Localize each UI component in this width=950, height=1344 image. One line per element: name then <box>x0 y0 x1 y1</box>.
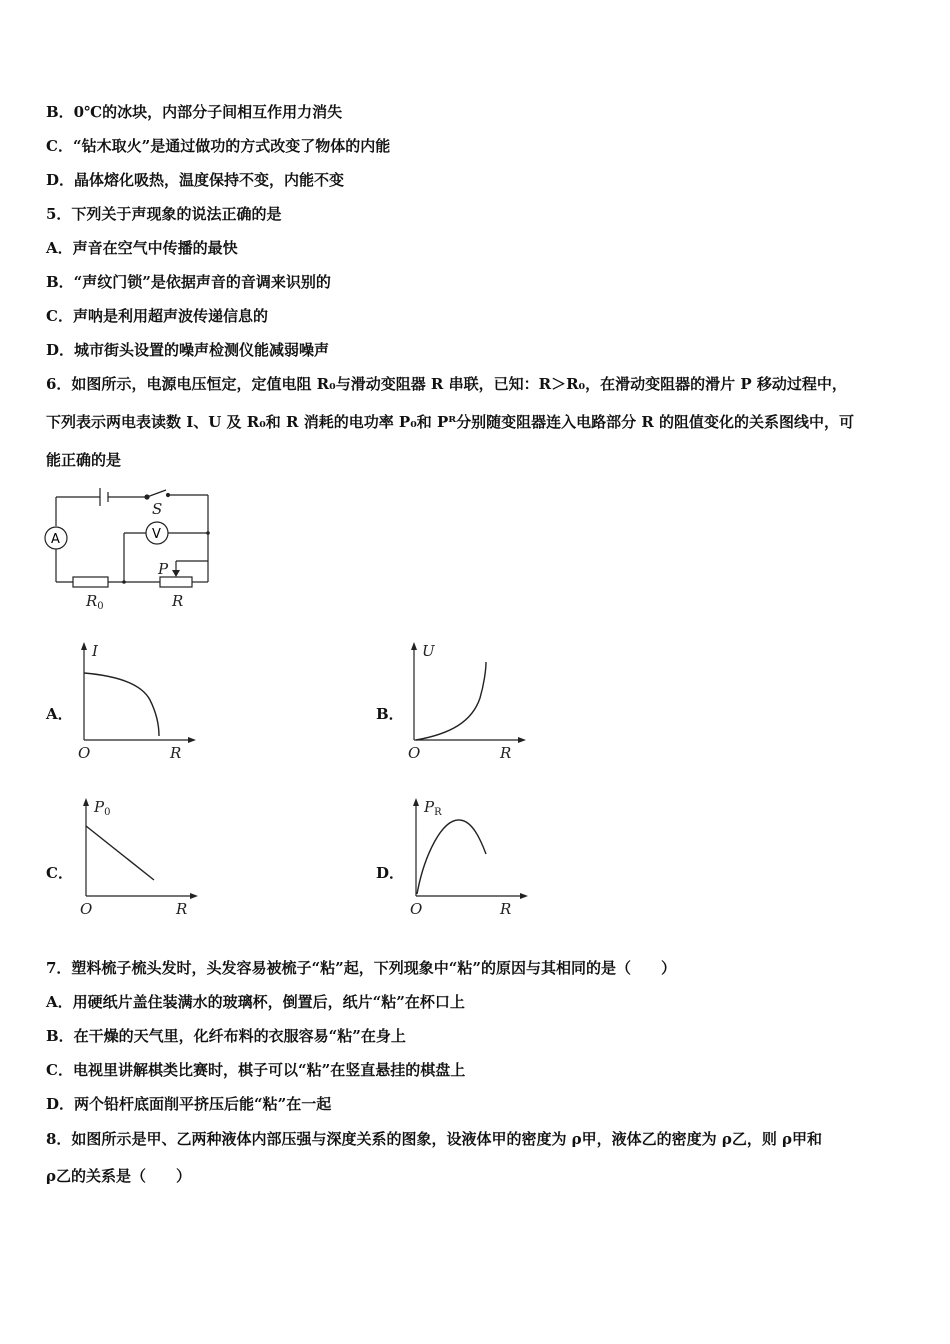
q8-stem-line1: 8．如图所示是甲、乙两种液体内部压强与深度关系的图象，设液体甲的密度为 ρ甲，液体乙的密度为 ρ乙，则 ρ甲和 <box>46 1130 823 1148</box>
q6-stem-line1: 6．如图所示，电源电压恒定，定值电阻 R₀与滑动变阻器 R 串联，已知：R＞R₀，在滑动变阻器的滑片 P 移动过程中， <box>46 375 847 393</box>
graph-c-x-label: R <box>176 900 188 918</box>
switch-label: S <box>152 500 163 518</box>
graph-option-d[interactable] <box>402 796 532 921</box>
q7-option-b: B．在干燥的天气里，化纤布料的衣服容易“粘”在身上 <box>46 1027 406 1045</box>
resistor-r-label: R <box>172 592 184 610</box>
q5-option-d: D．城市街头设置的噪声检测仪能减弱噪声 <box>46 341 330 359</box>
ammeter-symbol: A <box>51 532 60 547</box>
voltmeter-symbol: V <box>152 527 161 542</box>
q6-option-b-label: B． <box>376 705 404 723</box>
q6-stem-line2: 下列表示两电表读数 I、U 及 R₀和 R 消耗的电功率 P₀和 Pᴿ分别随变阻器连入电路部分 R 的阻值变化的关系图线中，可 <box>46 413 855 431</box>
q5-option-a: A．声音在空气中传播的最快 <box>46 239 238 257</box>
graph-a-origin: O <box>78 744 91 762</box>
graph-d-x-label: R <box>500 900 512 918</box>
q4-option-c: C．“钻木取火”是通过做功的方式改变了物体的内能 <box>46 137 391 155</box>
q6-option-a-label: A． <box>46 705 73 723</box>
q6-option-d-label: D． <box>376 864 405 882</box>
graph-b-y-label: U <box>422 642 435 660</box>
resistor-r0-label: $R_0$ <box>86 592 104 612</box>
graph-option-b[interactable] <box>400 640 530 765</box>
q6-stem-line3: 能正确的是 <box>46 451 122 469</box>
slider-label: P <box>158 560 169 578</box>
q5-option-b: B．“声纹门锁”是依据声音的音调来识别的 <box>46 273 331 291</box>
graph-a-x-label: R <box>170 744 182 762</box>
q5-option-c: C．声呐是利用超声波传递信息的 <box>46 307 268 325</box>
q7-option-c: C．电视里讲解棋类比赛时，棋子可以“粘”在竖直悬挂的棋盘上 <box>46 1061 466 1079</box>
q4-option-b: B．0℃的冰块，内部分子间相互作用力消失 <box>46 103 343 121</box>
graph-option-a[interactable] <box>70 640 200 765</box>
q6-option-c-label: C． <box>46 864 73 882</box>
q5-stem: 5．下列关于声现象的说法正确的是 <box>46 205 282 223</box>
graph-a-y-label: I <box>92 642 98 660</box>
q7-stem: 7．塑料梳子梳头发时，头发容易被梳子“粘”起，下列现象中“粘”的原因与其相同的是（ ） <box>46 959 676 977</box>
graph-c-origin: O <box>80 900 93 918</box>
circuit-diagram <box>40 482 220 617</box>
q4-option-d: D．晶体熔化吸热，温度保持不变，内能不变 <box>46 171 345 189</box>
graph-d-y-label: $P_R$ <box>424 798 442 818</box>
q7-option-a: A．用硬纸片盖住装满水的玻璃杯，倒置后，纸片“粘”在杯口上 <box>46 993 465 1011</box>
graph-c-y-label: $P_0$ <box>94 798 111 818</box>
graph-option-c[interactable] <box>72 796 202 921</box>
q8-stem-line2: ρ乙的关系是（ ） <box>46 1167 191 1185</box>
graph-b-x-label: R <box>500 744 512 762</box>
graph-d-origin: O <box>410 900 423 918</box>
q7-option-d: D．两个铅杆底面削平挤压后能“粘”在一起 <box>46 1095 332 1113</box>
graph-b-origin: O <box>408 744 421 762</box>
